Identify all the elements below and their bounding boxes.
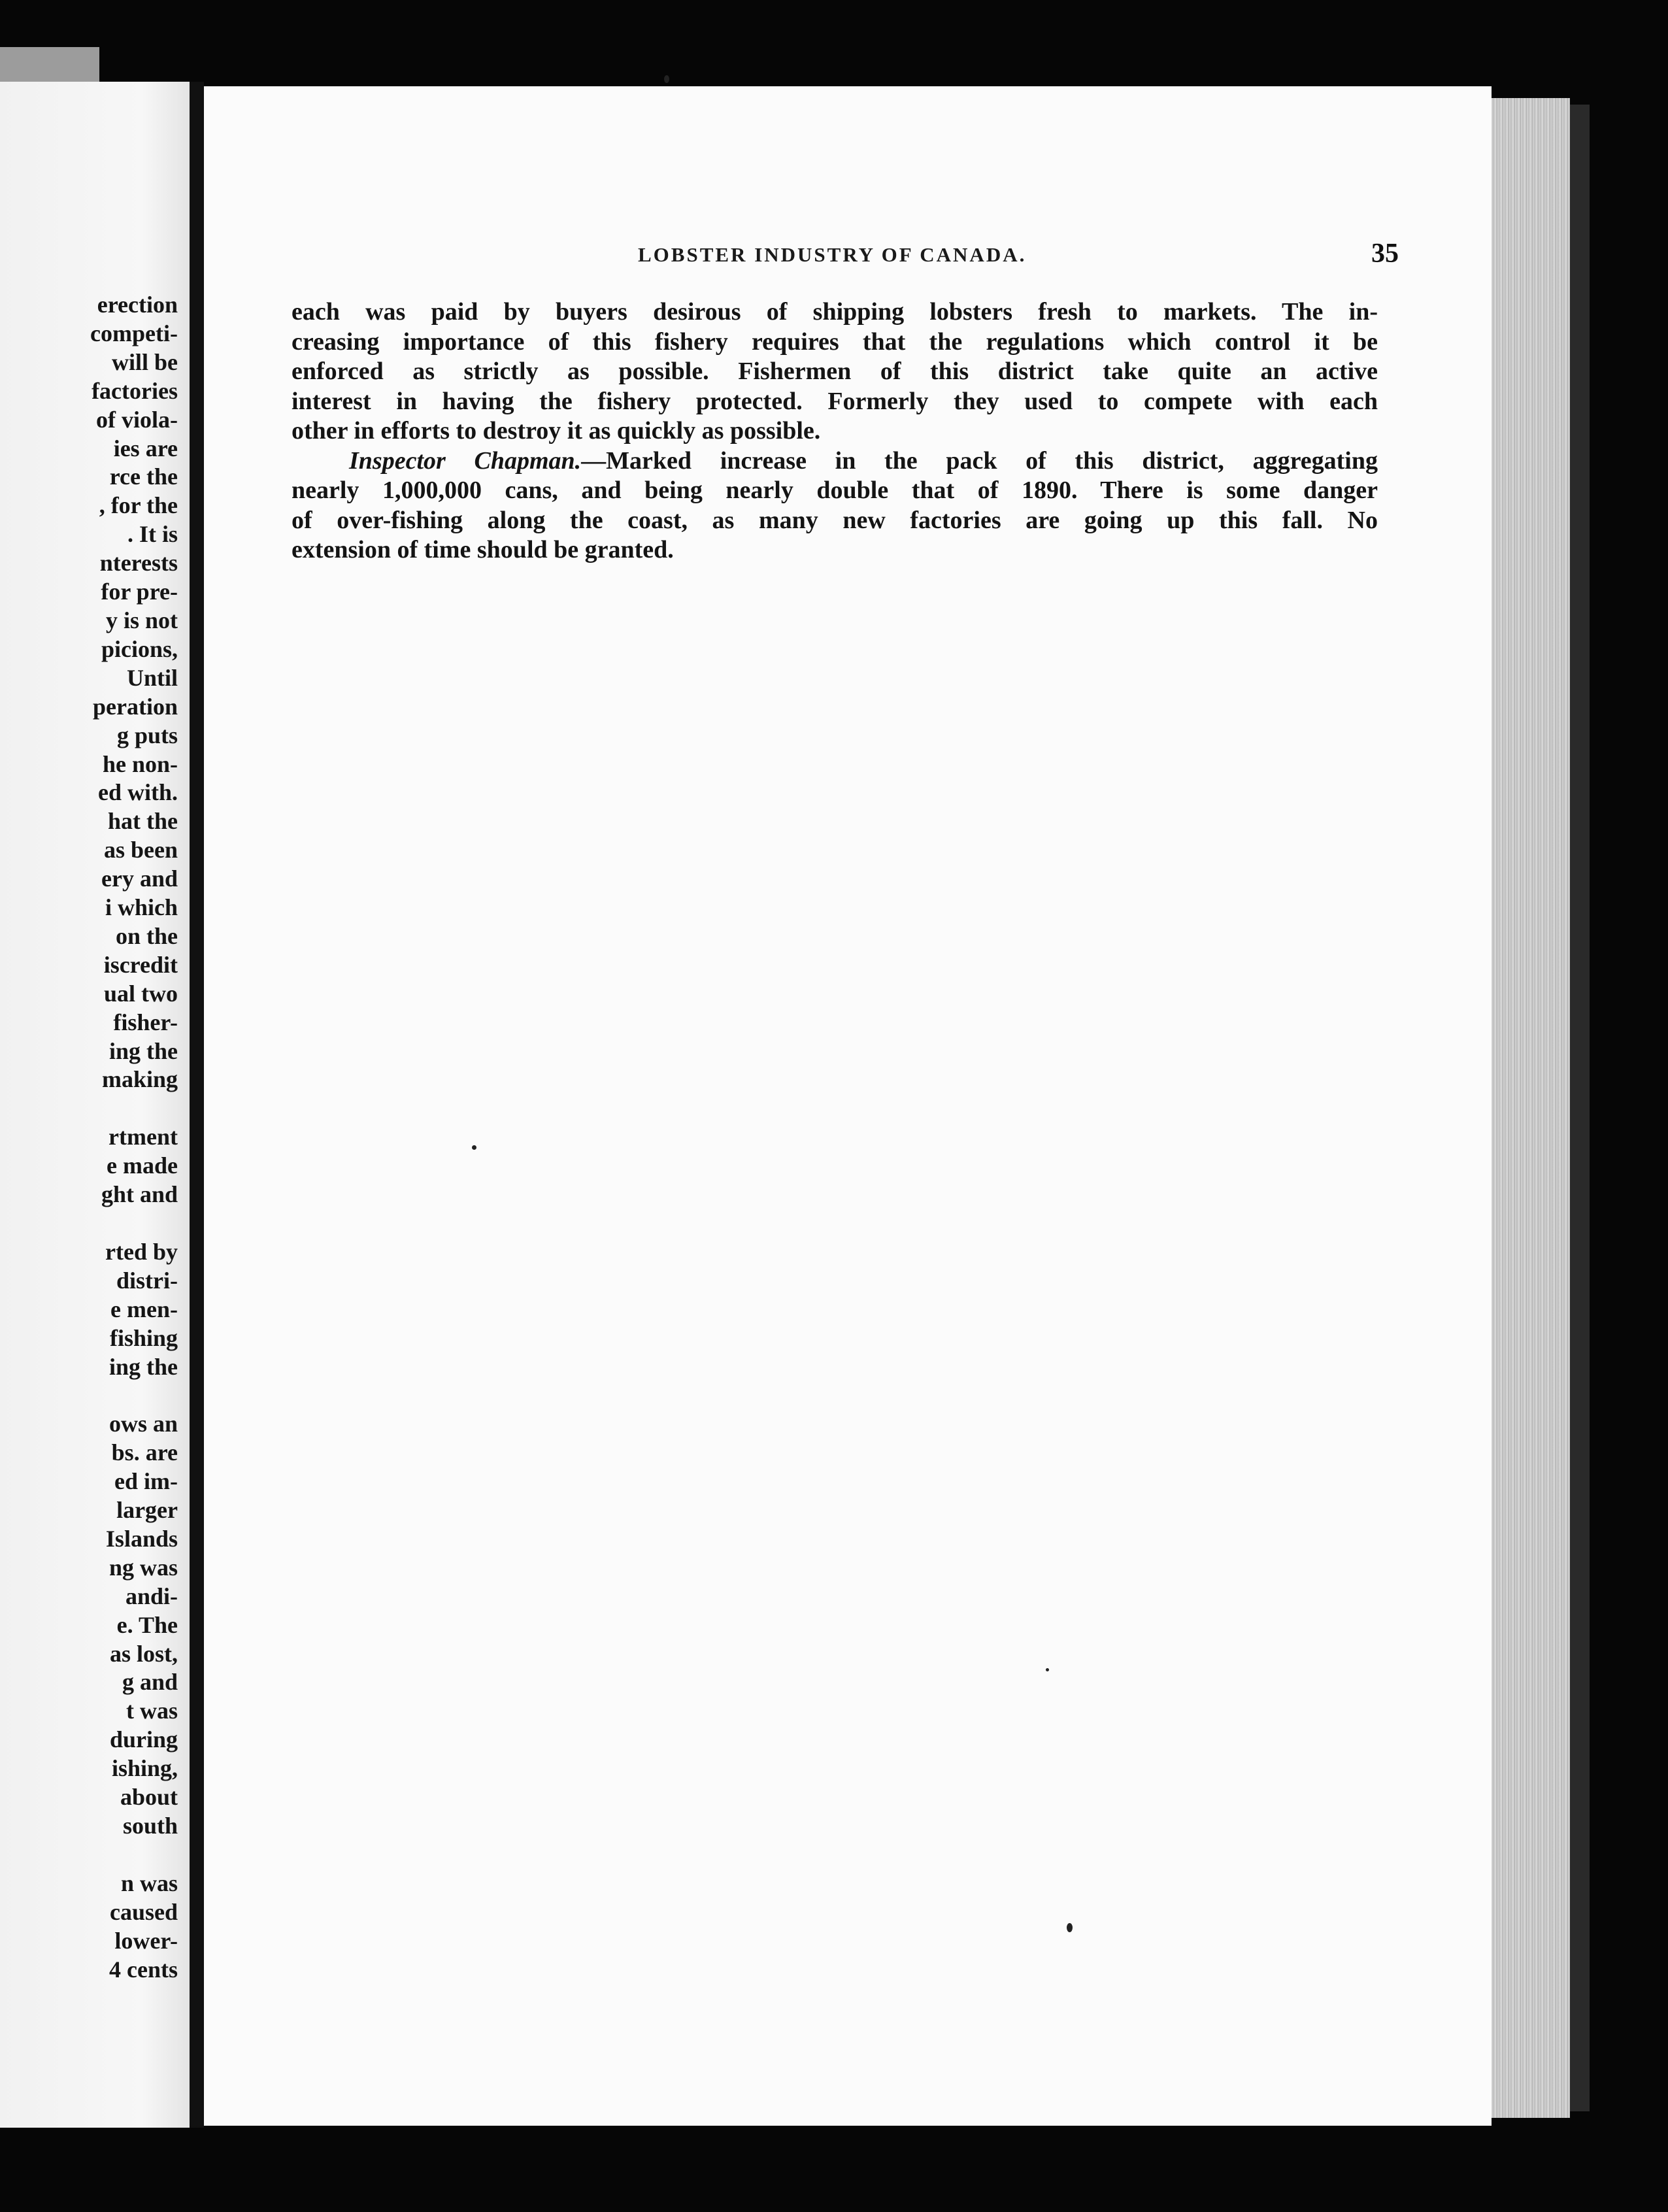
book-cover-edge (1570, 105, 1590, 2111)
left-page-line: ing the (108, 1037, 178, 1064)
left-page-line: south (122, 1812, 178, 1839)
left-page-line: erection (97, 292, 178, 318)
body-text (292, 297, 1378, 565)
text-run: —Marked increase in the pack of this district, aggregating (581, 446, 1378, 475)
left-page-line: distri- (116, 1267, 178, 1294)
left-page-line: e men- (110, 1296, 178, 1322)
running-head (536, 239, 1464, 276)
left-page-line: hat the (108, 808, 178, 835)
left-page-line: larger (116, 1497, 178, 1524)
left-page-line: competi- (90, 320, 178, 346)
left-page-line: iscredit (103, 951, 178, 978)
left-page-line: peration (93, 693, 178, 720)
left-page-line: as lost, (109, 1640, 178, 1667)
left-page-text-column (14, 291, 178, 1984)
left-page-edge (0, 47, 99, 86)
left-page-line: factories (92, 377, 178, 404)
left-page-line: ng was (108, 1554, 178, 1581)
left-page-line: as been (103, 837, 178, 863)
left-page-line: nterests (99, 550, 178, 577)
left-page-line: will be (111, 348, 178, 375)
left-page-line: ies are (113, 435, 178, 461)
left-page-line: ery and (101, 865, 178, 892)
left-page-line: t was (126, 1698, 178, 1724)
left-page-line: ishing, (111, 1755, 178, 1782)
left-page-line: rtment (108, 1124, 178, 1150)
left-page-line: lower- (114, 1927, 178, 1954)
left-page-line: Islands (105, 1525, 178, 1552)
left-page-line: for pre- (101, 578, 178, 605)
left-page-line: fishing (109, 1324, 178, 1351)
left-page-line: ght and (101, 1181, 178, 1208)
left-page-line (14, 1094, 178, 1123)
page-edges (1492, 98, 1570, 2118)
left-page-line: ing the (108, 1353, 178, 1380)
page-number: 35 (1371, 239, 1399, 269)
left-page-line: rted by (105, 1238, 178, 1265)
text-line: creasing importance of this fishery requires that the regulations which control it be (292, 327, 1378, 356)
left-page-line: during (109, 1726, 178, 1753)
text-line: enforced as strictly as possible. Fishermen of this district take quite an active (292, 358, 1378, 385)
left-page-line: he non- (102, 750, 178, 777)
left-page-line: Until (126, 664, 178, 691)
text-line: interest in having the fishery protected. Formerly they used to compete with each (292, 387, 1378, 415)
left-page-line: e. The (116, 1611, 178, 1638)
left-page-line: bs. are (111, 1439, 178, 1466)
inspector-name: Inspector Chapman. (349, 446, 582, 475)
left-page-line: i which (105, 894, 178, 921)
left-page-line: on the (115, 922, 178, 949)
left-page-line (14, 1381, 178, 1410)
left-page-line (14, 1209, 178, 1238)
text-line: nearly 1,000,000 cans, and being nearly double that of 1890. There is some danger (292, 477, 1378, 504)
left-page-line: picions, (101, 635, 178, 662)
left-page-line: 4 cents (109, 1956, 178, 1983)
left-page-line: ed im- (114, 1468, 178, 1495)
left-page-line: g puts (116, 722, 178, 748)
left-page-line: ows an (108, 1411, 178, 1437)
left-page-line: ed with. (97, 779, 178, 806)
running-title: LOBSTER INDUSTRY OF CANADA. (638, 243, 1027, 266)
left-page-line: about (120, 1784, 178, 1811)
text-line: extension of time should be granted. (292, 536, 674, 563)
scan-speck (1046, 1668, 1049, 1671)
book-gutter (190, 82, 204, 2128)
text-line: other in efforts to destroy it as quickly as possible. (292, 417, 821, 444)
left-page-line: making (101, 1066, 178, 1093)
scan-speck (664, 75, 669, 83)
left-facing-page (0, 82, 190, 2128)
text-line: of over-fishing along the coast, as many new factories are going up this fall. No (292, 506, 1378, 534)
left-page-line: y is not (105, 607, 178, 633)
scan-speck (472, 1145, 476, 1150)
left-page-line (14, 1841, 178, 1869)
left-page-line: . It is (127, 521, 178, 548)
left-page-line: e made (107, 1152, 178, 1179)
left-page-line: fisher- (113, 1009, 178, 1035)
left-page-line: n was (120, 1869, 178, 1896)
left-page-line: andi- (125, 1583, 178, 1609)
scan-speck (1067, 1923, 1073, 1932)
left-page-line: caused (109, 1898, 178, 1925)
text-line: each was paid by buyers desirous of shipping lobsters fresh to markets. The in- (292, 298, 1378, 326)
left-page-line: g and (122, 1669, 178, 1696)
left-page-line: of viola- (96, 406, 178, 433)
paragraph-first-line (292, 446, 1378, 477)
left-page-line: rce the (109, 463, 178, 490)
left-page-line: ual two (103, 980, 178, 1007)
left-page-line: , for the (99, 492, 178, 519)
